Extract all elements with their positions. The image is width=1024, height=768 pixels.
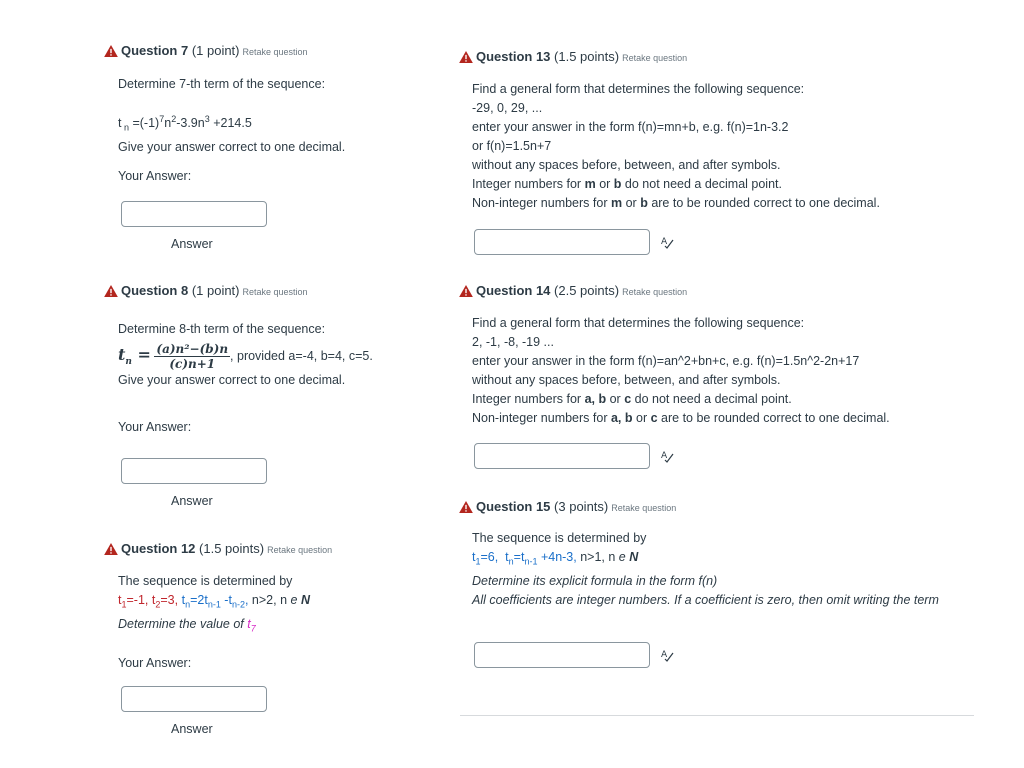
sequence-definition: $t_1=-1$, $t_2=3$, $t_n=2t_{n-1}$ $-t_{n-2}$, n>2, n e N [118, 593, 310, 610]
question-line: 2, -1, -8, -19 ... [472, 335, 554, 349]
question-line: or f(n)=1.5n+7 [472, 139, 552, 153]
answer-input-q15[interactable] [474, 642, 650, 668]
question-15 [459, 499, 799, 514]
svg-text:A: A [661, 650, 668, 660]
question-8-body [118, 320, 448, 437]
question-12-header [104, 541, 444, 556]
answer-input-q12[interactable] [121, 686, 267, 712]
retake-question-link[interactable]: Retake question [267, 545, 333, 555]
question-7-header [104, 43, 434, 58]
question-text: The sequence is determined by [472, 531, 647, 545]
answer-caption: Answer [171, 237, 213, 251]
instruction-text: Determine the value of $t_7$ [118, 616, 256, 633]
answer-input-q7[interactable] [121, 201, 267, 227]
question-text: Determine 7-th term of the sequence: [118, 77, 326, 91]
question-title: Question 12 [121, 541, 196, 556]
question-line: Find a general form that determines the following sequence: [472, 82, 805, 96]
retake-question-link[interactable]: Retake question [622, 287, 688, 297]
question-line: enter your answer in the form f(n)=mn+b, e.g. f(n)=1n-3.2 [472, 120, 789, 134]
question-line: without any spaces before, between, and after symbols. [472, 373, 781, 387]
spellcheck-icon[interactable] [660, 449, 674, 463]
question-13 [459, 49, 799, 64]
instruction-text: All coefficients are integer numbers. If a coefficient is zero, then omit writing the term [472, 592, 939, 607]
divider [460, 715, 974, 716]
your-answer-label: Your Answer: [118, 420, 192, 434]
warning-icon [104, 285, 118, 297]
retake-question-link[interactable]: Retake question [611, 503, 677, 513]
warning-icon [459, 51, 473, 63]
question-13-body [472, 80, 972, 213]
question-line: Find a general form that determines the following sequence: [472, 316, 805, 330]
answer-input-q13[interactable] [474, 229, 650, 255]
question-line: Integer numbers for m or b do not need a decimal point. [472, 177, 782, 191]
warning-icon [104, 543, 118, 555]
question-title: Question 7 [121, 43, 189, 58]
question-7-body [118, 75, 438, 186]
your-answer-label: Your Answer: [118, 168, 192, 183]
question-points: (1.5 points) [554, 49, 620, 64]
question-line: enter your answer in the form f(n)=an^2+bn+c, e.g. f(n)=1.5n^2-2n+17 [472, 354, 860, 368]
question-14-header [459, 283, 799, 298]
retake-question-link[interactable]: Retake question [622, 53, 688, 63]
question-line: without any spaces before, between, and after symbols. [472, 158, 781, 172]
instruction-text: Give your answer correct to one decimal. [118, 139, 346, 154]
instruction-text: Give your answer correct to one decimal. [118, 373, 346, 387]
question-line: -29, 0, 29, ... [472, 101, 543, 115]
fraction: $\frac{\text{(a)n²−(b)n}}{(c)n+1}$ [156, 342, 229, 372]
warning-icon [459, 501, 473, 513]
question-12-body [118, 572, 438, 673]
question-14 [459, 283, 799, 298]
question-title: Question 8 [121, 283, 189, 298]
spellcheck-icon[interactable] [660, 648, 674, 662]
sequence-formula: $t_n$ = $\frac{\text{(a)n²−(b)n}}{(c)n+1}$ , provided a=-4, b=4, c=5. [118, 342, 373, 372]
question-12 [104, 541, 444, 556]
question-title: Question 13 [476, 49, 551, 64]
question-points: (3 points) [554, 499, 609, 514]
question-line: Non-integer numbers for m or b are to be rounded correct to one decimal. [472, 196, 880, 210]
question-points: (1 point) [191, 43, 240, 58]
question-points: (1 point) [191, 283, 240, 298]
spellcheck-icon[interactable] [660, 235, 674, 249]
retake-question-link[interactable]: Retake question [242, 287, 308, 297]
instruction-text: Determine its explicit formula in the form f(n) [472, 573, 718, 588]
question-8 [104, 283, 434, 298]
your-answer-label: Your Answer: [118, 656, 192, 670]
answer-caption: Answer [171, 494, 213, 508]
question-title: Question 14 [476, 283, 551, 298]
svg-text:A: A [661, 237, 668, 247]
question-14-body [472, 314, 992, 428]
question-7 [104, 43, 434, 58]
question-points: (1.5 points) [199, 541, 265, 556]
question-line: Non-integer numbers for a, b or c are to be rounded correct to one decimal. [472, 411, 890, 425]
sequence-formula: t $_n =(-1)^7n^2-3.9n^3 +214.5$ [118, 114, 252, 133]
question-13-header [459, 49, 799, 64]
question-15-body [472, 529, 972, 610]
question-15-header [459, 499, 799, 514]
warning-icon [459, 285, 473, 297]
retake-question-link[interactable]: Retake question [242, 47, 308, 57]
svg-text:A: A [661, 451, 668, 461]
question-text: The sequence is determined by [118, 574, 293, 588]
answer-caption: Answer [171, 722, 213, 736]
question-8-header [104, 283, 434, 298]
question-points: (2.5 points) [554, 283, 620, 298]
sequence-definition: $t_1=6$, $t_n=t_{n-1} +4n-3$, n>1, n e N [472, 550, 639, 567]
question-title: Question 15 [476, 499, 551, 514]
answer-input-q8[interactable] [121, 458, 267, 484]
answer-input-q14[interactable] [474, 443, 650, 469]
question-line: Integer numbers for a, b or c do not need a decimal point. [472, 392, 792, 406]
warning-icon [104, 45, 118, 57]
question-text: Determine 8-th term of the sequence: [118, 322, 326, 336]
